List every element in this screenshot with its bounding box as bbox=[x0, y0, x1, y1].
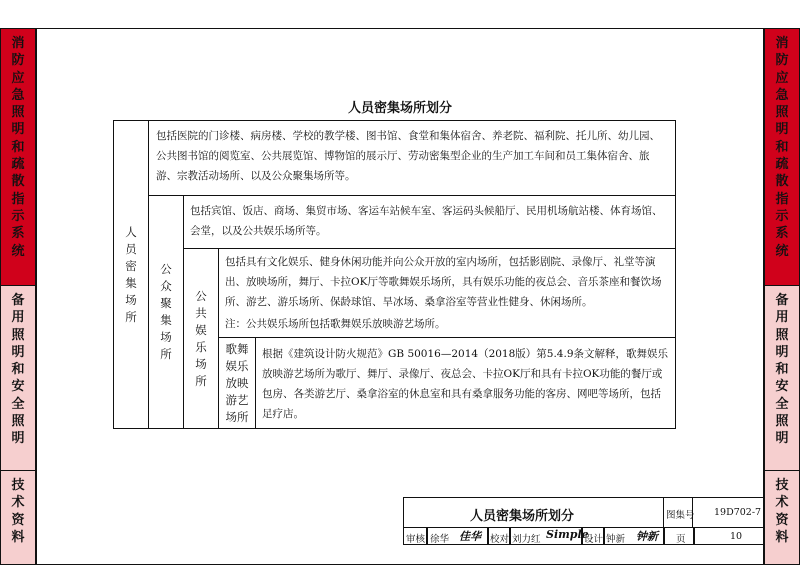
atlas-label: 图集号 bbox=[666, 510, 695, 521]
row2-text: 包括宾馆、饭店、商场、集贸市场、客运车站候车室、客运码头候船厅、民用机场航站楼、体育场馆、会堂，以及公共娱乐场所等。 bbox=[190, 205, 663, 237]
row3-note: 注：公共娱乐场所包括歌舞娱乐放映游艺场所。 bbox=[225, 318, 446, 330]
designer-name: 钟新 bbox=[606, 534, 626, 545]
side-tab-technical-data-right: 技术资料 bbox=[764, 471, 800, 565]
divider bbox=[509, 527, 511, 545]
check-label: 校对 bbox=[490, 534, 510, 545]
divider bbox=[581, 527, 583, 545]
row3-text: 包括具有文化娱乐、健身休闲功能并向公众开放的室内场所，包括影剧院、录像厅、礼堂等演出、放映场所，舞厅、卡拉OK厅等歌舞娱乐场所，具有娱乐功能的夜总会、音乐茶座和餐饮场所、游艺、游乐场所、保龄球馆、旱冰场、桑拿浴室等营业性健身、休闲场所。 bbox=[225, 256, 662, 308]
col-public-gathering: 公众聚集场所 bbox=[148, 195, 184, 429]
checker-name: 刘力红 bbox=[512, 534, 541, 545]
review-label: 审核 bbox=[406, 534, 426, 545]
checker-signature: Simple bbox=[546, 528, 589, 541]
divider bbox=[487, 527, 489, 545]
page-label: 页 bbox=[676, 534, 686, 545]
atlas-number: 19D702-7 bbox=[714, 507, 762, 518]
side-tab-standby-lighting: 备用照明和安全照明 bbox=[0, 286, 36, 471]
reviewer-name: 徐华 bbox=[430, 534, 450, 545]
page-title: 人员密集场所划分 bbox=[347, 101, 452, 116]
col-song-dance-venues: 歌舞娱乐放映游艺场所 bbox=[218, 337, 256, 429]
divider bbox=[426, 527, 428, 545]
design-label: 设计 bbox=[584, 534, 604, 545]
row1-text: 包括医院的门诊楼、病房楼、学校的教学楼、图书馆、食堂和集体宿舍、养老院、福利院、托儿所、幼儿园、公共图书馆的阅览室、公共展览馆、博物馆的展示厅、劳动密集型企业的生产加工车间和员工集体宿舍、旅游、宗教活动场所、以及公众聚集场所等。 bbox=[156, 130, 660, 182]
col-crowded-places: 人员密集场所 bbox=[113, 120, 149, 429]
title-block-title: 人员密集场所划分 bbox=[470, 509, 575, 524]
side-tab-emergency-lighting-right: 消防应急照明和疏散指示系统 bbox=[764, 28, 800, 286]
row4-text: 根据《建筑设计防火规范》GB 50016—2014（2018版）第5.4.9条文解释，歌舞娱乐放映游艺场所为歌厅、舞厅、录像厅、夜总会、卡拉OK厅和具有卡拉OK功能的餐厅或包房、各类游艺厅、桑拿浴室的休息室和具有桑拿服务功能的客房、网吧等场所，包括足疗店。 bbox=[262, 348, 669, 420]
side-tab-emergency-lighting: 消防应急照明和疏散指示系统 bbox=[0, 28, 36, 286]
divider bbox=[663, 527, 665, 545]
designer-signature: 钟新 bbox=[636, 530, 658, 543]
divider bbox=[693, 527, 695, 545]
col-public-entertainment: 公共娱乐场所 bbox=[183, 248, 219, 429]
divider bbox=[603, 527, 605, 545]
side-tab-technical-data: 技术资料 bbox=[0, 471, 36, 565]
reviewer-signature: 佳华 bbox=[459, 530, 481, 543]
side-tab-standby-lighting-right: 备用照明和安全照明 bbox=[764, 286, 800, 471]
page-number: 10 bbox=[730, 531, 743, 542]
